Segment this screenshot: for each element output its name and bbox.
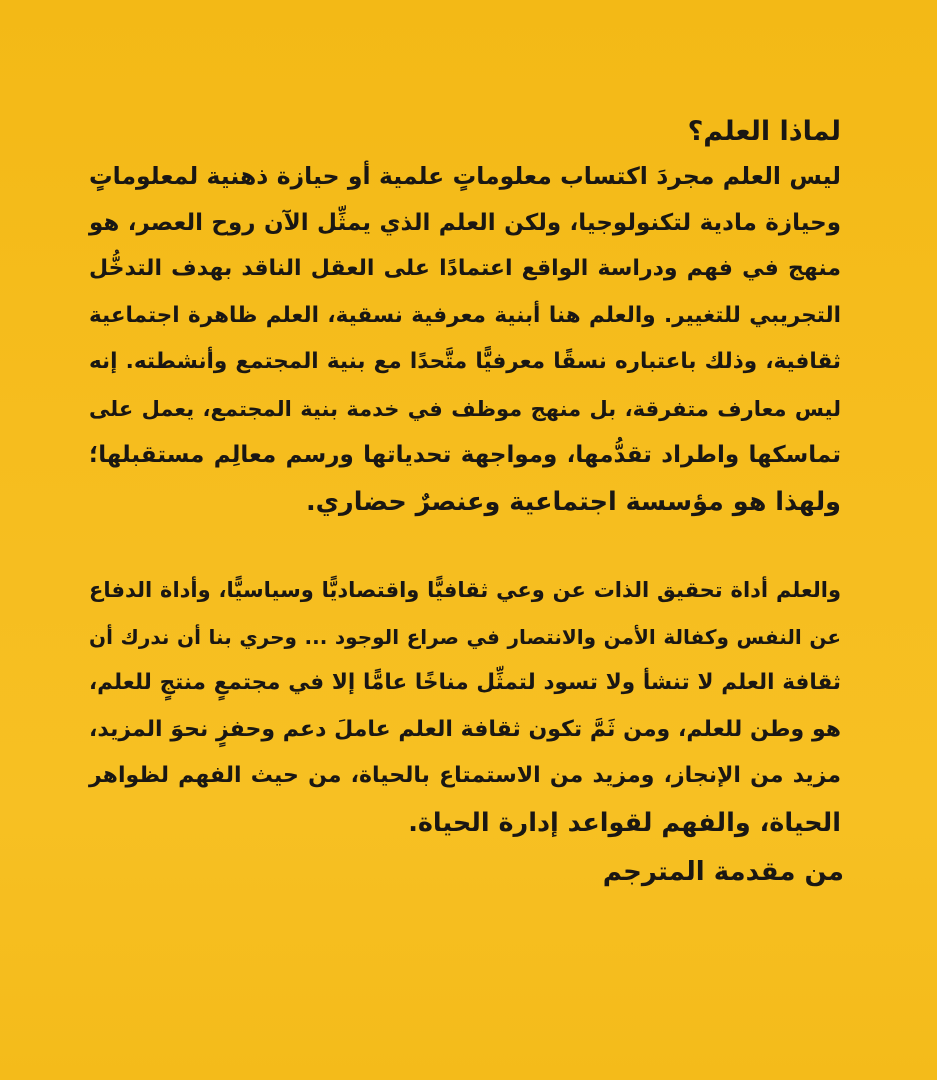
text-line: والعلم أداة تحقيق الذات عن وعي ثقافيًّا واقتصاديًّا وسياسيًّا، وأداة الدفاع bbox=[89, 578, 841, 602]
text-line: منهج في فهم ودراسة الواقع اعتمادًا على العقل الناقد بهدف التدخُّل bbox=[89, 256, 841, 281]
paragraph-2 bbox=[89, 567, 841, 846]
cover-heading: لماذا العلم؟ bbox=[687, 116, 841, 147]
text-line: ليس العلم مجردَ اكتساب معلوماتٍ علمية أو حيازة ذهنية لمعلوماتٍ bbox=[89, 162, 841, 190]
text-line: ثقافة العلم لا تنشأ ولا تسود لتمثِّل مناخًا عامًّا إلا في مجتمعٍ منتجٍ للعلم، bbox=[89, 670, 841, 695]
text-line: وحيازة مادية لتكنولوجيا، ولكن العلم الذي يمثِّل الآن روح العصر، هو bbox=[89, 209, 841, 236]
translator-attribution: من مقدمة المترجم bbox=[602, 857, 844, 887]
text-line: عن النفس وكفالة الأمن والانتصار في صراع الوجود ... وحري بنا أن ندرك أن bbox=[89, 624, 841, 649]
text-line: ثقافية، وذلك باعتباره نسقًا معرفيًّا متَّحدًا مع بنية المجتمع وأنشطته. إنه bbox=[89, 349, 841, 374]
text-line: ولهذا هو مؤسسة اجتماعية وعنصرٌ حضاري. bbox=[305, 486, 841, 517]
text-line: تماسكها واطراد تقدُّمها، ومواجهة تحدياتها ورسم معالِم مستقبلها؛ bbox=[89, 442, 841, 468]
paragraph-1 bbox=[89, 153, 841, 525]
text-line: ليس معارف متفرقة، بل منهج موظف في خدمة بنية المجتمع، يعمل على bbox=[89, 396, 841, 421]
text-line: مزيد من الإنجاز، ومزيد من الاستمتاع بالحياة، من حيث الفهم لظواهر bbox=[89, 763, 841, 788]
text-line: التجريبي للتغيير. والعلم هنا أبنية معرفية نسقية، العلم ظاهرة اجتماعية bbox=[89, 302, 841, 328]
text-line: هو وطن للعلم، ومن ثَمَّ تكون ثقافة العلم عاملَ دعم وحفزٍ نحوَ المزيد، bbox=[89, 716, 841, 742]
text-line: الحياة، والفهم لقواعد إدارة الحياة. bbox=[408, 807, 841, 838]
